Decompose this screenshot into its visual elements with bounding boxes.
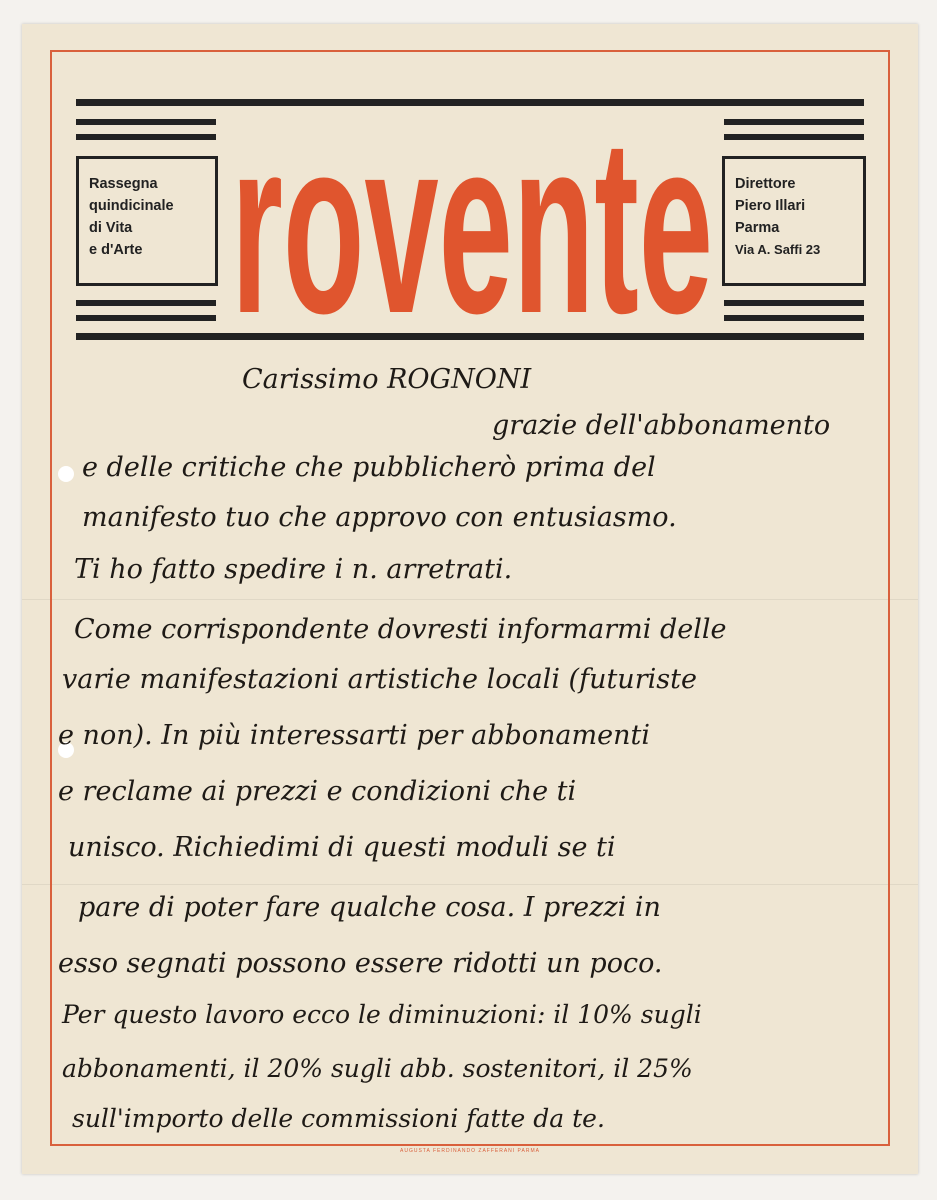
- director-line: Piero Illari: [735, 198, 806, 214]
- salutation: Carissimo ROGNONI: [242, 364, 532, 395]
- printer-imprint: AUGUSTA FERDINANDO ZAFFERANI PARMA: [400, 1148, 540, 1154]
- director-box: [722, 156, 866, 286]
- letter-line: grazie dell'abbonamento: [492, 410, 831, 441]
- header-rule: [76, 333, 864, 340]
- letter-line: sull'importo delle commissioni fatte da te.: [72, 1104, 605, 1133]
- director-line: Direttore: [735, 176, 796, 192]
- letter-line: Come corrispondente dovresti informarmi delle: [74, 614, 727, 645]
- letter-line: e non). In più interessarti per abbonamenti: [58, 720, 650, 751]
- letter-line: Per questo lavoro ecco le diminuzioni: il 10% sugli: [62, 1000, 702, 1029]
- subtitle-line: di Vita: [89, 220, 133, 236]
- letter-line: varie manifestazioni artistiche locali (futuriste: [62, 664, 697, 695]
- punch-hole: [58, 466, 74, 482]
- letter-line: pare di poter fare qualche cosa. I prezzi in: [78, 892, 661, 923]
- letter-line: e delle critiche che pubblicherò prima del: [82, 452, 656, 483]
- letter-line: e reclame ai prezzi e condizioni che ti: [58, 776, 577, 807]
- masthead-logo: [227, 90, 717, 326]
- subtitle-line: e d'Arte: [89, 242, 143, 258]
- director-line: Parma: [735, 220, 780, 236]
- stripes-right-bottom: [724, 300, 864, 321]
- letter-line: unisco. Richiedimi di questi moduli se ti: [68, 832, 616, 863]
- director-line: Via A. Saffi 23: [735, 242, 821, 257]
- letter-line: Ti ho fatto spedire i n. arretrati.: [74, 554, 513, 585]
- subtitle-line: quindicinale: [89, 198, 174, 214]
- subtitle-box: [76, 156, 218, 286]
- letter-line: esso segnati possono essere ridotti un poco.: [58, 948, 663, 979]
- letter-line: abbonamenti, il 20% sugli abb. sostenitori, il 25%: [62, 1054, 693, 1083]
- stripes-right-top: [724, 119, 864, 140]
- stripes-left-bottom: [76, 300, 216, 321]
- letter-line: manifesto tuo che approvo con entusiasmo.: [82, 502, 677, 533]
- stripes-left-top: [76, 119, 216, 140]
- letter-sheet: [22, 24, 918, 1174]
- masthead-title: rovente: [231, 90, 713, 326]
- subtitle-line: Rassegna: [89, 176, 158, 192]
